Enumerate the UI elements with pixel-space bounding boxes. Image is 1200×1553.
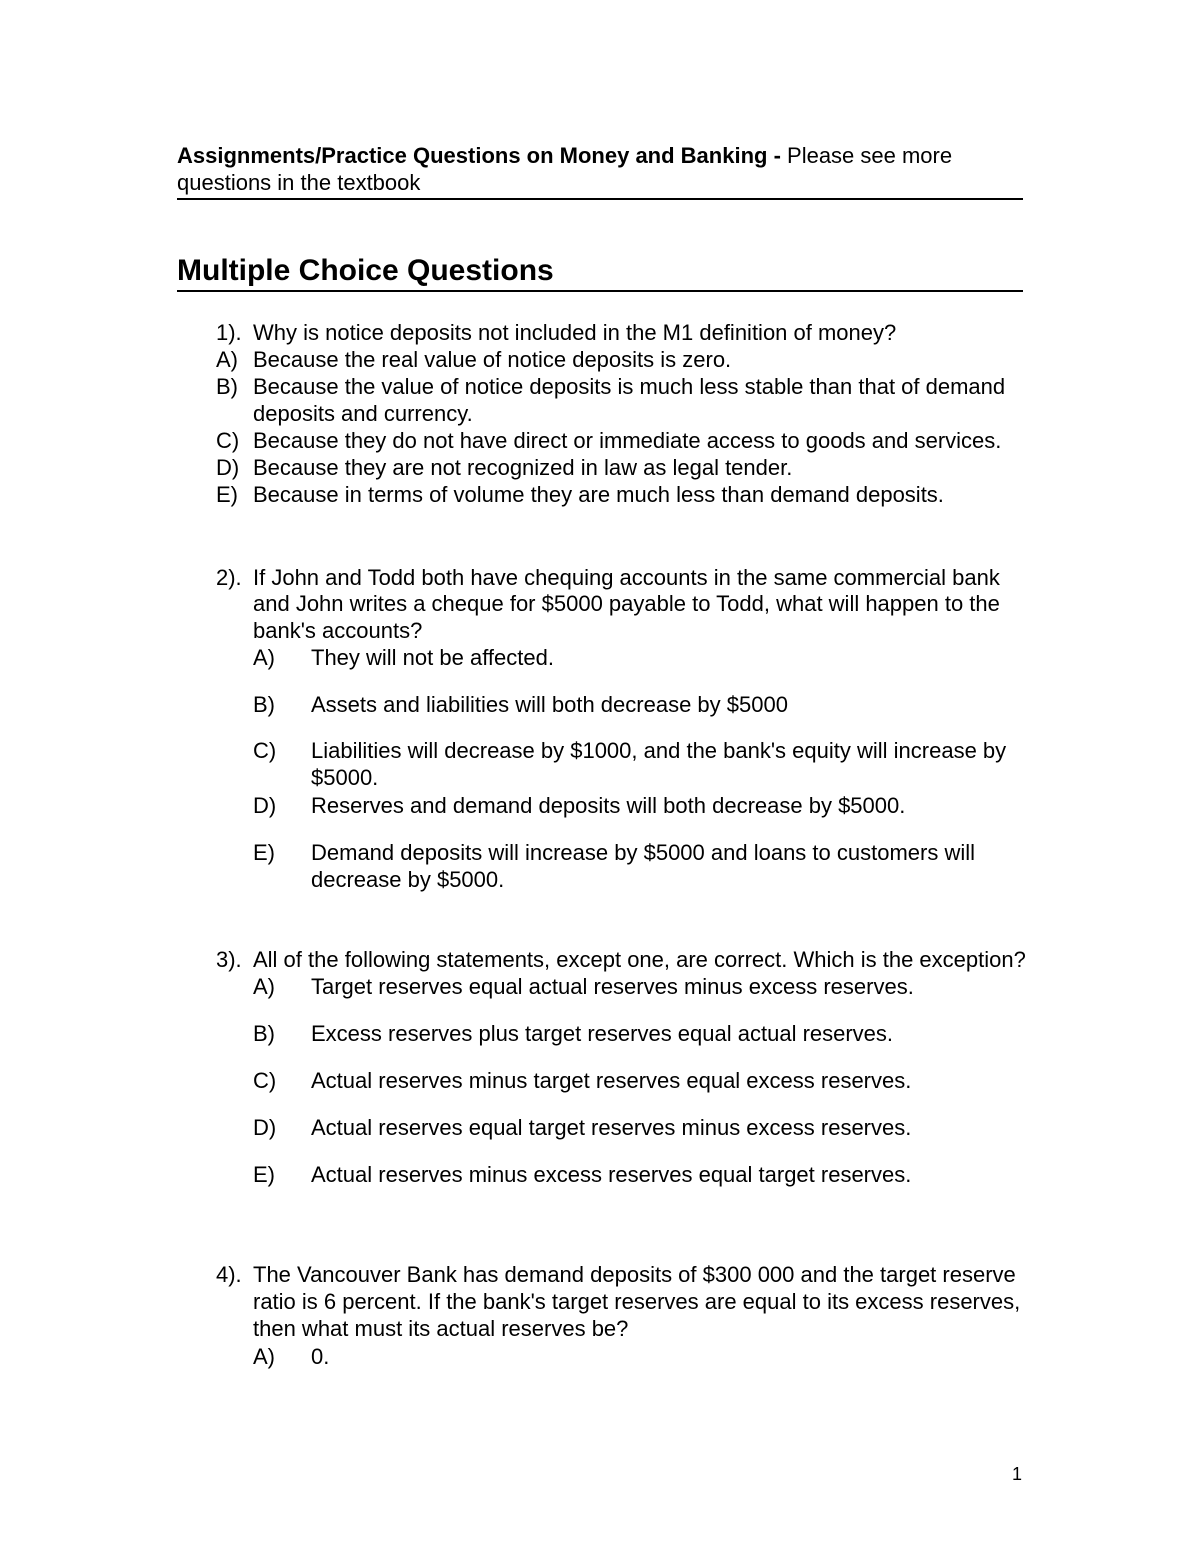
q3-option-a-label: A) — [253, 974, 275, 999]
q2-option-c-line1: Liabilities will decrease by $1000, and the bank's equity will increase by — [311, 738, 1007, 763]
q1-option-c: Because they do not have direct or immediate access to goods and services. — [253, 428, 1002, 453]
q4-option-a-label: A) — [253, 1344, 275, 1369]
q3-option-b-label: B) — [253, 1021, 275, 1046]
q2-option-b-label: B) — [253, 692, 275, 717]
q3-option-b: Excess reserves plus target reserves equal actual reserves. — [311, 1021, 894, 1046]
q1-option-c-label: C) — [216, 428, 240, 453]
q4-stem-line3: then what must its actual reserves be? — [253, 1316, 629, 1341]
page-number: 1 — [1012, 1464, 1023, 1484]
q3-option-c-label: C) — [253, 1068, 277, 1093]
q2-option-e-label: E) — [253, 840, 275, 865]
header-line2: questions in the textbook — [177, 170, 421, 195]
q4-number: 4). — [216, 1262, 242, 1287]
q2-option-a: They will not be affected. — [311, 645, 554, 670]
q2-option-c-line2: $5000. — [311, 765, 379, 790]
q1-option-e: Because in terms of volume they are much less than demand deposits. — [253, 482, 944, 507]
q1-option-b-label: B) — [216, 374, 238, 399]
q2-number: 2). — [216, 565, 242, 590]
q3-option-c: Actual reserves minus target reserves equal excess reserves. — [311, 1068, 912, 1093]
q2-option-d-label: D) — [253, 793, 277, 818]
q2-stem-line2: and John writes a cheque for $5000 payable to Todd, what will happen to the — [253, 591, 1000, 616]
q3-number: 3). — [216, 947, 242, 972]
q1-option-b-line1: Because the value of notice deposits is much less stable than that of demand — [253, 374, 1006, 399]
q3-stem: All of the following statements, except one, are correct. Which is the exception? — [253, 947, 1026, 972]
q4-stem-line1: The Vancouver Bank has demand deposits of $300 000 and the target reserve — [253, 1262, 1016, 1287]
q2-stem-line1: If John and Todd both have chequing accounts in the same commercial bank — [253, 565, 1000, 590]
section-title: Multiple Choice Questions — [177, 253, 1023, 292]
q1-number: 1). — [216, 320, 242, 345]
q1-option-d-label: D) — [216, 455, 240, 480]
q1-option-a: Because the real value of notice deposits is zero. — [253, 347, 732, 372]
q2-option-c-label: C) — [253, 738, 277, 763]
q3-option-a: Target reserves equal actual reserves minus excess reserves. — [311, 974, 914, 999]
header-bold-text: Assignments/Practice Questions on Money and Banking - — [177, 143, 781, 168]
q2-option-d: Reserves and demand deposits will both decrease by $5000. — [311, 793, 906, 818]
q2-stem-line3: bank's accounts? — [253, 618, 423, 643]
q3-option-d-label: D) — [253, 1115, 277, 1140]
q2-option-a-label: A) — [253, 645, 275, 670]
q4-option-a: 0. — [311, 1344, 330, 1369]
q2-option-b: Assets and liabilities will both decrease by $5000 — [311, 692, 788, 717]
q1-option-b-line2: deposits and currency. — [253, 401, 473, 426]
q4-stem-line2: ratio is 6 percent. If the bank's target reserves are equal to its excess reserves, — [253, 1289, 1021, 1314]
q1-stem: Why is notice deposits not included in the M1 definition of money? — [253, 320, 897, 345]
header-normal-text: Please see more — [780, 143, 953, 168]
q1-option-a-label: A) — [216, 347, 238, 372]
q2-option-e-line1: Demand deposits will increase by $5000 and loans to customers will — [311, 840, 976, 865]
q2-option-e-line2: decrease by $5000. — [311, 867, 505, 892]
q3-option-d: Actual reserves equal target reserves minus excess reserves. — [311, 1115, 912, 1140]
document-header — [177, 142, 1023, 200]
q3-option-e-label: E) — [253, 1162, 275, 1187]
q3-option-e: Actual reserves minus excess reserves equal target reserves. — [311, 1162, 912, 1187]
q1-option-d: Because they are not recognized in law as legal tender. — [253, 455, 793, 480]
q1-option-e-label: E) — [216, 482, 238, 507]
